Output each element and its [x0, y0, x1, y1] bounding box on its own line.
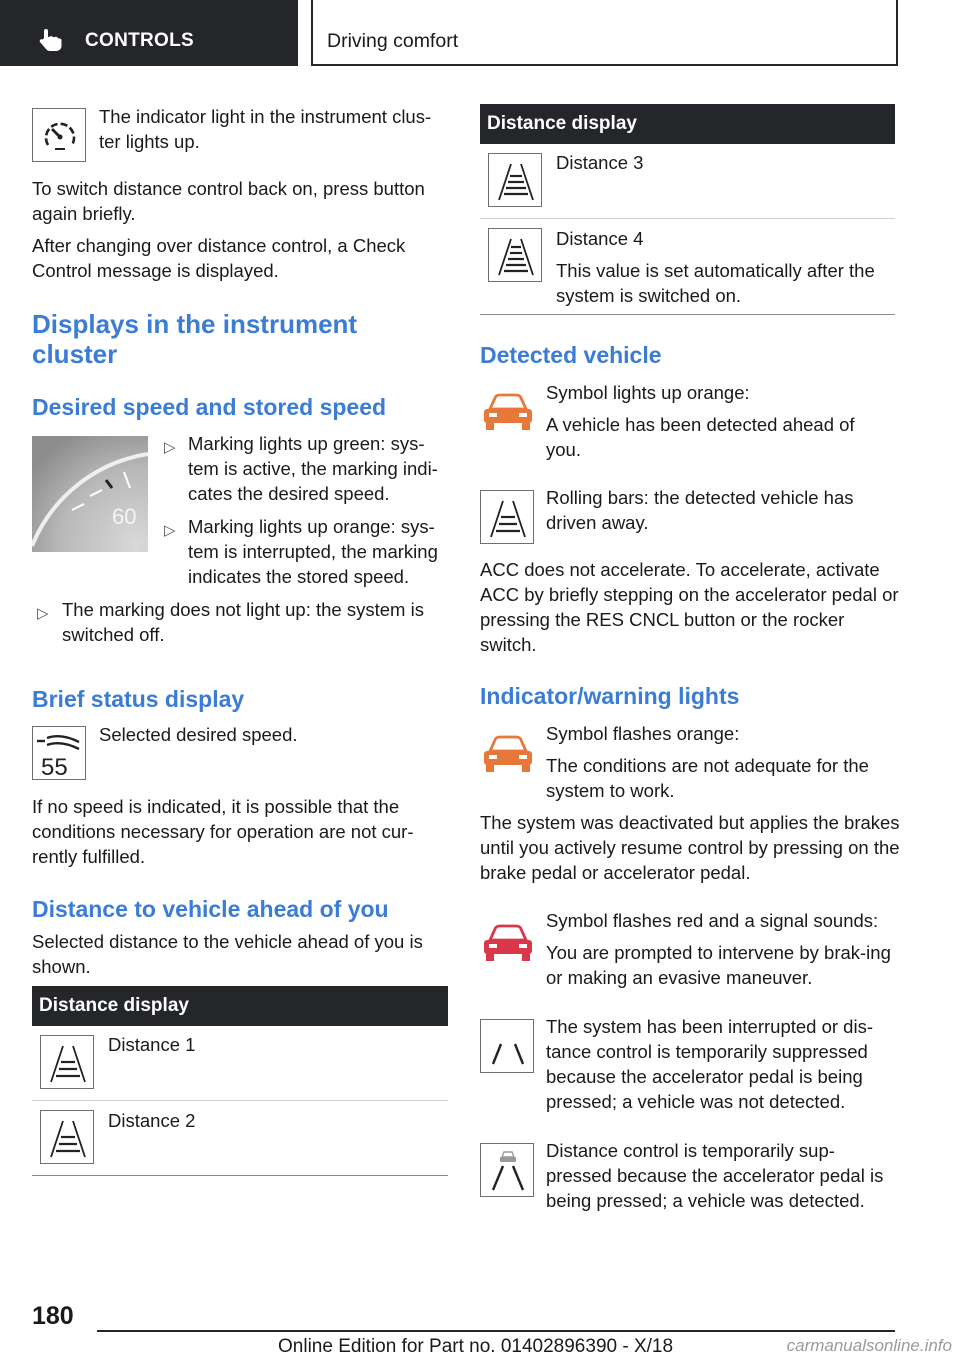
row-divider [480, 218, 895, 219]
indicator-3: The system has been interrupted or dis-tance control is temporarily suppressed because the accelerator pedal is being pressed; a vehicle was not detected. [546, 1016, 873, 1112]
header-chapter [311, 0, 898, 66]
distance-2-icon [40, 1110, 94, 1164]
brief-icon-number: 55 [41, 754, 68, 781]
distance-1-label: Distance 1 [108, 1034, 196, 1055]
edition-text: Online Edition for Part no. 01402896390 - X/18 [278, 1336, 674, 1357]
distance-3-label: Distance 3 [556, 152, 644, 173]
hand-pointer-icon [38, 28, 64, 58]
distance-table-header-right: Distance display [480, 104, 895, 144]
para-no-speed: If no speed is indicated, it is possible that the conditions necessary for operation are not cur-rently fulfilled. [32, 796, 414, 867]
distance-4-label: Distance 4 [556, 228, 644, 249]
detected-2: Rolling bars: the detected vehicle has driven away. [546, 487, 854, 533]
bullet-triangle-icon: ▷ [164, 522, 176, 539]
bullet-orange: Marking lights up orange: sys-tem is interrupted, the marking indicates the stored speed. [188, 516, 438, 587]
speedometer-image [32, 436, 148, 552]
chapter-label: Driving comfort [327, 30, 459, 52]
page-number: 180 [32, 1302, 74, 1330]
indicator-4: Distance control is temporarily sup-pressed because the accelerator pedal is being pressed; a vehicle was detected. [546, 1140, 884, 1211]
indicator-2b: You are prompted to intervene by brak-ing or making an evasive maneuver. [546, 942, 891, 988]
distance-table-header: Distance display [32, 986, 448, 1026]
detected-1b: A vehicle has been detected ahead of you. [546, 414, 855, 460]
heading-brief-status: Brief status display [32, 686, 245, 712]
watermark: carmanualsonline.info [786, 1336, 952, 1355]
row-divider [32, 1100, 448, 1101]
indicator-text: The indicator light in the instrument clus-ter lights up. [99, 106, 432, 152]
vehicle-orange-icon [481, 389, 535, 441]
para-acc: ACC does not accelerate. To accelerate, activate ACC by briefly stepping on the accelerator pedal or pressing the RES CNCL button or the rocker switch. [480, 559, 899, 655]
bullet-green: Marking lights up green: sys-tem is active, the marking indi-cates the desired speed. [188, 433, 438, 504]
table-bottom-rule [480, 314, 895, 315]
brief-status-icon [32, 726, 86, 780]
distance-4-icon [488, 228, 542, 282]
footer-rule [97, 1330, 895, 1332]
rolling-bars-icon [480, 490, 534, 544]
heading-distance: Distance to vehicle ahead of you [32, 896, 389, 922]
para-selected-distance: Selected distance to the vehicle ahead of you is shown. [32, 931, 423, 977]
bullet-off: The marking does not light up: the system is switched off. [62, 599, 424, 645]
distance-2-label: Distance 2 [108, 1110, 196, 1131]
indicator-1a: Symbol flashes orange: [546, 723, 740, 744]
speedometer-number: 60 [112, 504, 137, 529]
heading-indicator-lights: Indicator/warning lights [480, 683, 740, 709]
vehicle-orange-flash-icon [481, 731, 535, 783]
para-deactivated: The system was deactivated but applies the brakes until you actively resume control by pressing on the brake pedal or accelerator pedal. [480, 812, 900, 883]
indicator-1b: The conditions are not adequate for the system to work. [546, 755, 869, 801]
bullet-triangle-icon: ▷ [164, 439, 176, 456]
heading-detected-vehicle: Detected vehicle [480, 342, 662, 368]
para-check-control: After changing over distance control, a Check Control message is displayed. [32, 235, 406, 281]
bullet-triangle-icon: ▷ [37, 605, 49, 622]
distance-1-icon [40, 1035, 94, 1089]
heading-desired-speed: Desired speed and stored speed [32, 394, 387, 420]
indicator-2a: Symbol flashes red and a signal sounds: [546, 910, 879, 931]
lane-vehicle-detected-icon [480, 1143, 534, 1197]
para-switch-on: To switch distance control back on, press button again briefly. [32, 178, 425, 224]
lane-no-vehicle-icon [480, 1019, 534, 1073]
heading-displays: Displays in the instrument cluster [32, 309, 358, 369]
header-section-tab [0, 0, 298, 66]
indicator-light-icon [32, 108, 86, 162]
section-label: CONTROLS [85, 30, 195, 51]
table-bottom-rule [32, 1175, 448, 1176]
vehicle-red-icon [481, 920, 535, 972]
detected-1a: Symbol lights up orange: [546, 382, 750, 403]
distance-3-icon [488, 153, 542, 207]
brief-text: Selected desired speed. [99, 724, 298, 745]
distance-4-note: This value is set automatically after the system is switched on. [556, 260, 875, 306]
